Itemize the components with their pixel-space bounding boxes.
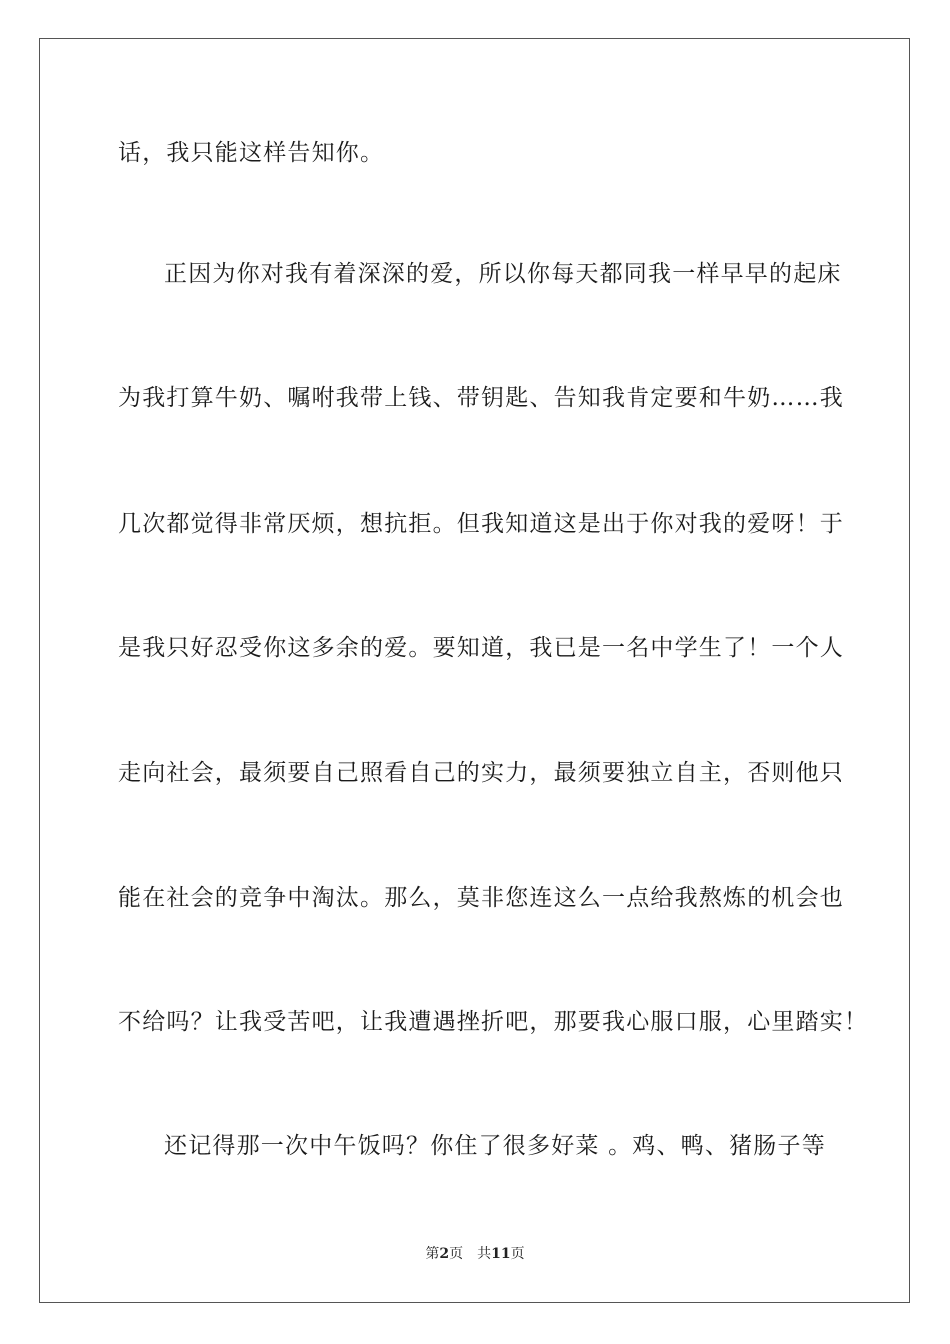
text-line: 正因为你对我有着深深的爱，所以你每天都同我一样早早的起床	[164, 261, 842, 287]
page-border	[39, 38, 910, 1303]
text-line: 还记得那一次中午饭吗？你住了很多好菜 。鸡、鸭、猪肠子等	[164, 1133, 826, 1159]
text-line: 为我打算牛奶、嘱咐我带上钱、带钥匙、告知我肯定要和牛奶……我	[118, 385, 844, 411]
text-line: 话，我只能这样告知你。	[118, 140, 385, 166]
page-prefix: 第	[425, 1246, 440, 1262]
page-footer	[0, 1245, 950, 1263]
page-suffix: 页	[449, 1246, 464, 1262]
text-line: 几次都觉得非常厌烦，想抗拒。但我知道这是出于你对我的爱呀！于	[118, 511, 844, 537]
total-prefix: 共	[477, 1246, 492, 1262]
total-pages: 11	[491, 1246, 511, 1262]
text-line: 是我只好忍受你这多余的爱。要知道，我已是一名中学生了！一个人	[118, 635, 844, 661]
text-line: 走向社会，最须要自己照看自己的实力，最须要独立自主，否则他只	[118, 760, 844, 786]
text-line: 不给吗？让我受苦吧，让我遭遇挫折吧，那要我心服口服，心里踏实！	[118, 1009, 869, 1035]
page-number: 2	[439, 1246, 450, 1262]
text-line: 能在社会的竞争中淘汰。那么，莫非您连这么一点给我熬炼的机会也	[118, 885, 844, 911]
total-suffix: 页	[510, 1246, 525, 1262]
